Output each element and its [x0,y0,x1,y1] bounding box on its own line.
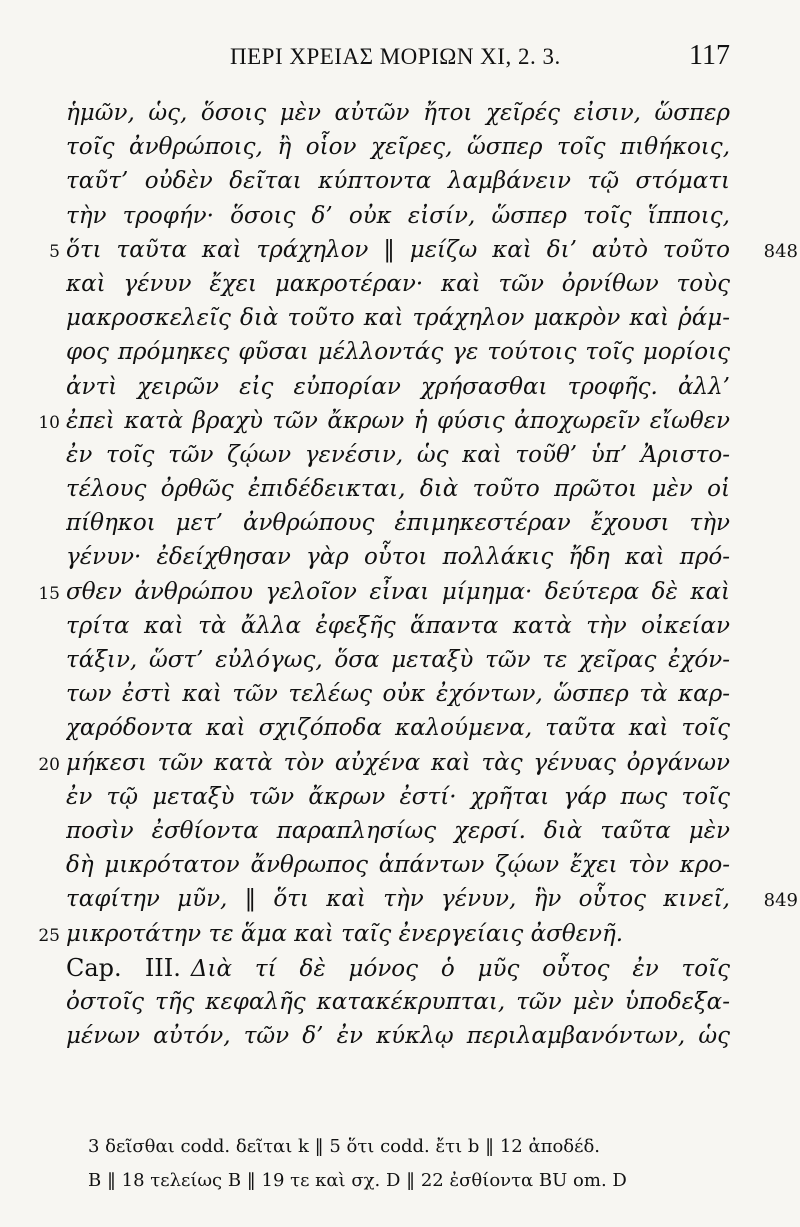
line-number: 20 [38,754,60,775]
line-text: τέλους ὀρθῶς ἐπιδέδεικται, διὰ τοῦτο πρῶτοι μὲν οἱ [66,476,730,503]
text-line [66,96,736,130]
line-text: ποσὶν ἐσθίοντα παραπλησίως χερσί. διὰ ταῦτα μὲν [66,817,730,844]
line-text: πίθηκοι μετ’ ἀνθρώπους ἐπιμηκεστέραν ἔχουσι τὴν [66,510,730,537]
line-number: 25 [38,925,60,946]
line-text: ἡμῶν, ὡς, ὅσοις μὲν αὐτῶν ἤτοι χεῖρές εἰσιν, ὥσπερ [66,100,730,126]
line-text: των ἐστὶ καὶ τῶν τελέως οὐκ ἐχόντων, ὥσπερ τὰ καρ- [66,681,730,708]
text-line [66,780,736,814]
text-line [66,506,736,540]
text-line [66,335,736,369]
text-line [66,130,736,164]
margin-page-reference: 848 [763,240,798,262]
text-line [66,643,736,677]
apparatus-line: B ‖ 18 τελείως B ‖ 19 τε καὶ σχ. D ‖ 22 ἐσθίοντα BU om. D [88,1170,627,1191]
text-line [38,917,736,951]
text-line [66,848,736,882]
line-text: καὶ γένυν ἔχει μακροτέραν· καὶ τῶν ὀρνίθων τοὺς [66,270,730,297]
text-line [66,677,736,711]
text-line [49,233,798,267]
text-line [66,267,736,301]
critical-apparatus [88,1130,748,1198]
line-number: 15 [38,583,60,604]
text-line [66,301,736,335]
apparatus-line: 3 δεῖσθαι codd. δεῖται k ‖ 5 ὅτι codd. ἔτι b ‖ 12 ἀποδέδ. [88,1136,601,1157]
line-text: ὀστοῖς τῆς κεφαλῆς κατακέκρυπται, τῶν μὲν ὑποδεξα- [66,988,730,1015]
text-line [66,438,736,472]
line-text: τὴν τροφήν· ὅσοις δ’ οὐκ εἰσίν, ὥσπερ τοῖς ἵπποις, [66,202,730,229]
line-text: ἐν τῷ μεταξὺ τῶν ἄκρων ἐστί· χρῆται γάρ πως τοῖς [66,783,730,810]
chapter-line [66,951,736,985]
line-number: 10 [38,412,60,433]
margin-page-reference: 849 [763,890,798,912]
line-text: μακροσκελεῖς διὰ τοῦτο καὶ τράχηλον μακρὸν καὶ ῥάμ- [66,305,730,332]
line-text: τρίτα καὶ τὰ ἄλλα ἐφεξῆς ἅπαντα κατὰ τὴν οἰκείαν [66,612,730,639]
text-line [66,985,736,1019]
main-text [38,96,798,1053]
text-line [38,575,736,609]
text-line [66,472,736,506]
text-line [66,814,736,848]
line-text: μήκεσι τῶν κατὰ τὸν αὐχένα καὶ τὰς γένυας ὀργάνων [66,749,730,776]
line-text: τοῖς ἀνθρώποις, ἢ οἷον χεῖρες, ὥσπερ τοῖς πιθήκοις, [66,134,730,161]
line-number: 5 [49,241,60,262]
line-text: ταφίτην μῦν, ‖ ὅτι καὶ τὴν γένυν, ἣν οὗτος κινεῖ, [66,886,730,913]
text-line [66,540,736,574]
text-line [66,164,736,198]
line-text: τάξιν, ὥστ’ εὐλόγως, ὅσα μεταξὺ τῶν τε χεῖρας ἐχόν- [66,647,730,673]
chapter-text: Διὰ τί δὲ μόνος ὁ μῦς οὗτος ἐν τοῖς [190,955,730,982]
running-head: ΠΕΡΙ ΧΡΕΙΑΣ ΜΟΡΙΩΝ XI, 2. 3. [230,44,561,69]
text-line [66,609,736,643]
line-text: γένυν· ἐδείχθησαν γὰρ οὗτοι πολλάκις ἤδη καὶ πρό- [66,544,730,571]
line-text: μικροτάτην τε ἅμα καὶ ταῖς ἐνεργείαις ἀσθενῆ. [66,920,624,947]
line-text: ἀντὶ χειρῶν εἰς εὐπορίαν χρήσασθαι τροφῆς. ἀλλ’ [66,373,730,400]
text-line [66,199,736,233]
line-text: φος πρόμηκες φῦσαι μέλλοντάς γε τούτοις τοῖς μορίοις [66,339,730,366]
text-line [66,370,736,404]
line-text: μένων αὐτόν, τῶν δ’ ἐν κύκλῳ περιλαμβανόντων, ὡς [66,1023,730,1050]
text-line [66,711,736,745]
line-text: ταῦτ’ οὐδὲν δεῖται κύπτοντα λαμβάνειν τῷ στόματι [66,168,730,195]
text-line [66,1019,736,1053]
line-text: ἐν τοῖς τῶν ζῴων γενέσιν, ὡς καὶ τοῦθ’ ὑπ’ Ἀριστο- [66,441,730,468]
line-text: ἐπεὶ κατὰ βραχὺ τῶν ἄκρων ἡ φύσις ἀποχωρεῖν εἴωθεν [66,407,730,434]
text-line [38,746,736,780]
text-line [38,404,736,438]
text-line [66,882,798,916]
line-text: ὅτι ταῦτα καὶ τράχηλον ‖ μείζω καὶ δι’ αὐτὸ τοῦτο [66,236,730,263]
line-text: δὴ μικρότατον ἄνθρωπος ἁπάντων ζῴων ἔχει τὸν κρο- [66,852,730,879]
page-number: 117 [689,40,730,71]
line-text: σθεν ἀνθρώπου γελοῖον εἶναι μίμημα· δεύτερα δὲ καὶ [66,578,730,605]
page-header [230,40,730,80]
line-text: χαρόδοντα καὶ σχιζόποδα καλούμενα, ταῦτα καὶ τοῖς [66,715,730,742]
chapter-heading: Cap. III. [66,953,181,982]
